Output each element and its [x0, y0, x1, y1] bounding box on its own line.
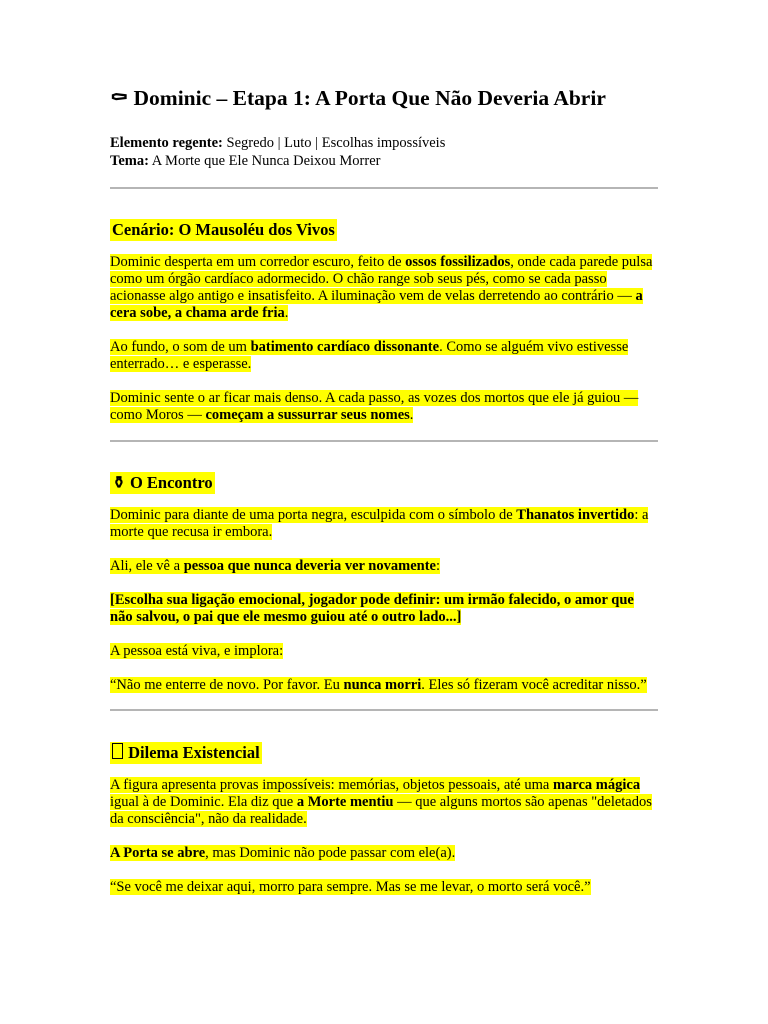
bold-run: batimento cardíaco dissonante — [250, 339, 440, 355]
meta-elemento-value: Segredo | Luto | Escolhas impossíveis — [222, 135, 446, 151]
text-run: . — [409, 407, 414, 423]
text-run: Dominic para diante de uma porta negra, esculpida com o símbolo de — [110, 507, 517, 523]
meta-tema — [110, 152, 658, 170]
bold-run: marca mágica — [552, 777, 641, 793]
paragraph — [110, 677, 658, 694]
page-title: ⚰ Dominic – Etapa 1: A Porta Que Não Deveria Abrir — [110, 86, 606, 110]
bold-run: [Escolha sua ligação emocional, jogador pode definir: um irmão falecido, o amor que não salvou, o pai que ele mesmo guiou até o outro lado...] — [110, 592, 634, 625]
bold-run: a cera sobe, a chama arde fria — [110, 288, 643, 321]
meta-tema-value: A Morte que Ele Nunca Deixou Morrer — [148, 153, 381, 169]
text-run: igual à de Dominic. Ela diz que — [110, 794, 297, 810]
text-run: — que alguns mortos são apenas "deletados da consciência", não da realidade. — [110, 794, 652, 827]
text-run: . — [284, 305, 289, 321]
section-encontro — [110, 472, 658, 694]
text-run: Ali, ele vê a — [110, 558, 184, 574]
bold-run: começam a sussurrar seus nomes — [205, 407, 410, 423]
text-run: . Eles só fizeram você acreditar nisso.” — [421, 677, 647, 693]
meta-elemento-label: Elemento regente: — [110, 135, 223, 151]
text-run: , onde cada parede pulsa como um órgão cardíaco adormecido. O chão range sob seus pés, como se cada passo acionasse algo antigo e insatisfeito. A iluminação vem de velas derretendo ao contrário — — [110, 254, 653, 304]
divider — [110, 187, 658, 189]
paragraph — [110, 845, 658, 862]
paragraph — [110, 339, 658, 373]
bold-run: a Morte mentiu — [296, 794, 394, 810]
section-heading-text: Dilema Existencial — [124, 743, 260, 762]
text-run: “Não me enterre de novo. Por favor. Eu — [110, 677, 344, 693]
text-run: : — [435, 558, 440, 574]
paragraph — [110, 507, 658, 541]
text-run: A figura apresenta provas impossíveis: memórias, objetos pessoais, até uma — [110, 777, 553, 793]
text-run: Dominic desperta em um corredor escuro, feito de — [110, 254, 406, 270]
meta-elemento — [110, 134, 658, 152]
bold-run: ossos fossilizados — [405, 254, 511, 270]
document-body — [110, 84, 658, 896]
bold-run: pessoa que nunca deveria ver novamente — [183, 558, 436, 574]
bold-run: Thanatos invertido — [516, 507, 635, 523]
text-run: , mas Dominic não pode passar com ele(a). — [205, 845, 456, 861]
paragraph — [110, 592, 658, 626]
text-run: A pessoa está viva, e implora: — [110, 643, 284, 659]
text-run: : a morte que recusa ir embora. — [110, 507, 649, 540]
bold-run: A Porta se abre — [110, 845, 206, 861]
text-run: Dominic sente o ar ficar mais denso. A cada passo, as vozes dos mortos que ele já guiou — como Moros — — [110, 390, 639, 423]
bold-run: nunca morri — [343, 677, 422, 693]
paragraph — [110, 777, 658, 828]
paragraph — [110, 558, 658, 575]
paragraph — [110, 879, 658, 896]
section-heading-encontro: ⚱ O Encontro — [112, 473, 213, 492]
paragraph — [110, 254, 658, 322]
text-run: Ao fundo, o som de um — [110, 339, 251, 355]
section-heading-dilema — [110, 742, 262, 764]
section-cenario — [110, 219, 658, 424]
paragraph — [110, 390, 658, 424]
missing-glyph-icon — [112, 743, 123, 759]
section-heading-cenario: Cenário: O Mausoléu dos Vivos — [112, 220, 335, 239]
section-dilema — [110, 742, 658, 896]
text-run: “Se você me deixar aqui, morro para sempre. Mas se me levar, o morto será você.” — [110, 879, 591, 895]
meta-tema-label: Tema: — [110, 153, 149, 169]
divider — [110, 709, 658, 711]
text-run: . Como se alguém vivo estivesse enterrado… e esperasse. — [110, 339, 629, 372]
divider — [110, 440, 658, 442]
paragraph — [110, 643, 658, 660]
